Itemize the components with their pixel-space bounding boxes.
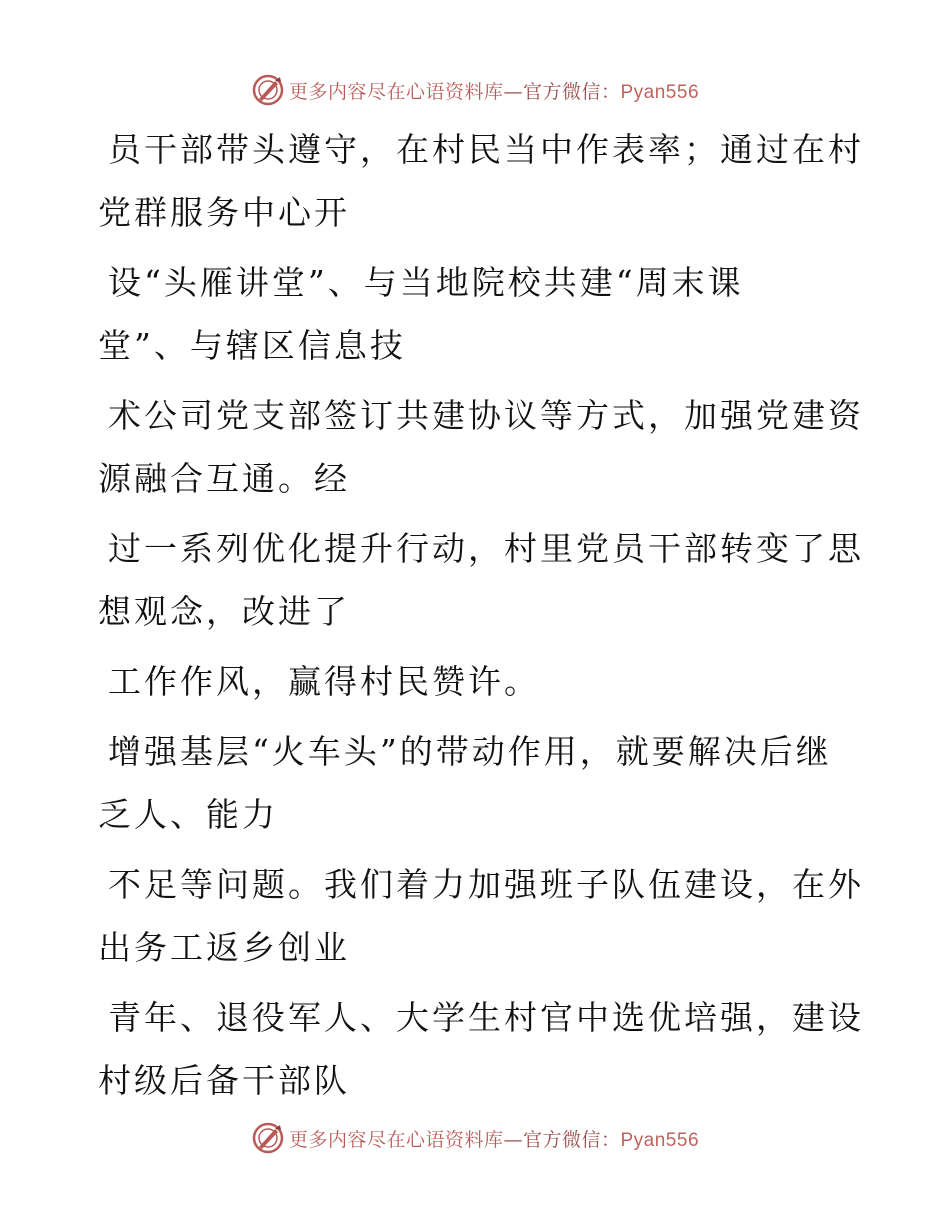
watermark-title: 更多内容尽在心语资料库	[288, 1128, 504, 1151]
paragraph-5	[98, 650, 838, 713]
quill-logo-icon	[251, 73, 285, 107]
paragraph-line: 员干部带头遵守，在村民当中作表率；通过在村	[108, 130, 864, 169]
footer-watermark	[0, 1118, 950, 1158]
paragraph-8	[98, 986, 864, 1112]
paragraph-line: 乏人、能力	[98, 795, 278, 834]
watermark-text	[289, 1125, 699, 1152]
paragraph-4	[98, 517, 864, 643]
paragraph-line: 青年、退役军人、大学生村官中选优培强，建设	[108, 998, 864, 1037]
quill-logo-icon	[251, 1121, 285, 1155]
paragraph-line: 设“头雁讲堂”、与当地院校共建“周末课	[108, 263, 744, 302]
paragraph-line: 村级后备干部队	[98, 1061, 350, 1100]
watermark-official: —官方微信：	[503, 80, 621, 103]
paragraph-7	[98, 853, 864, 979]
watermark-title: 更多内容尽在心语资料库	[288, 80, 504, 103]
watermark-id: Pyan556	[620, 1129, 700, 1151]
paragraph-2	[98, 251, 838, 377]
paragraph-1	[98, 118, 864, 244]
paragraph-3	[98, 384, 864, 510]
paragraph-line: 不足等问题。我们着力加强班子队伍建设，在外	[108, 865, 864, 904]
watermark-official: —官方微信：	[503, 1128, 621, 1151]
paragraph-line: 党群服务中心开	[98, 193, 350, 232]
watermark-text	[289, 77, 699, 104]
document-body	[98, 118, 864, 1112]
watermark-id: Pyan556	[620, 81, 700, 103]
header-watermark	[0, 70, 950, 110]
paragraph-line: 增强基层“火车头”的带动作用，就要解决后继	[108, 732, 832, 771]
paragraph-line: 出务工返乡创业	[98, 928, 350, 967]
paragraph-6	[98, 720, 838, 846]
paragraph-line: 工作作风，赢得村民赞许。	[108, 662, 540, 701]
paragraph-line: 想观念，改进了	[98, 592, 350, 631]
paragraph-line: 源融合互通。经	[98, 459, 350, 498]
paragraph-line: 过一系列优化提升行动，村里党员干部转变了思	[108, 529, 864, 568]
paragraph-line: 堂”、与辖区信息技	[98, 326, 406, 365]
paragraph-line: 术公司党支部签订共建协议等方式，加强党建资	[108, 396, 864, 435]
